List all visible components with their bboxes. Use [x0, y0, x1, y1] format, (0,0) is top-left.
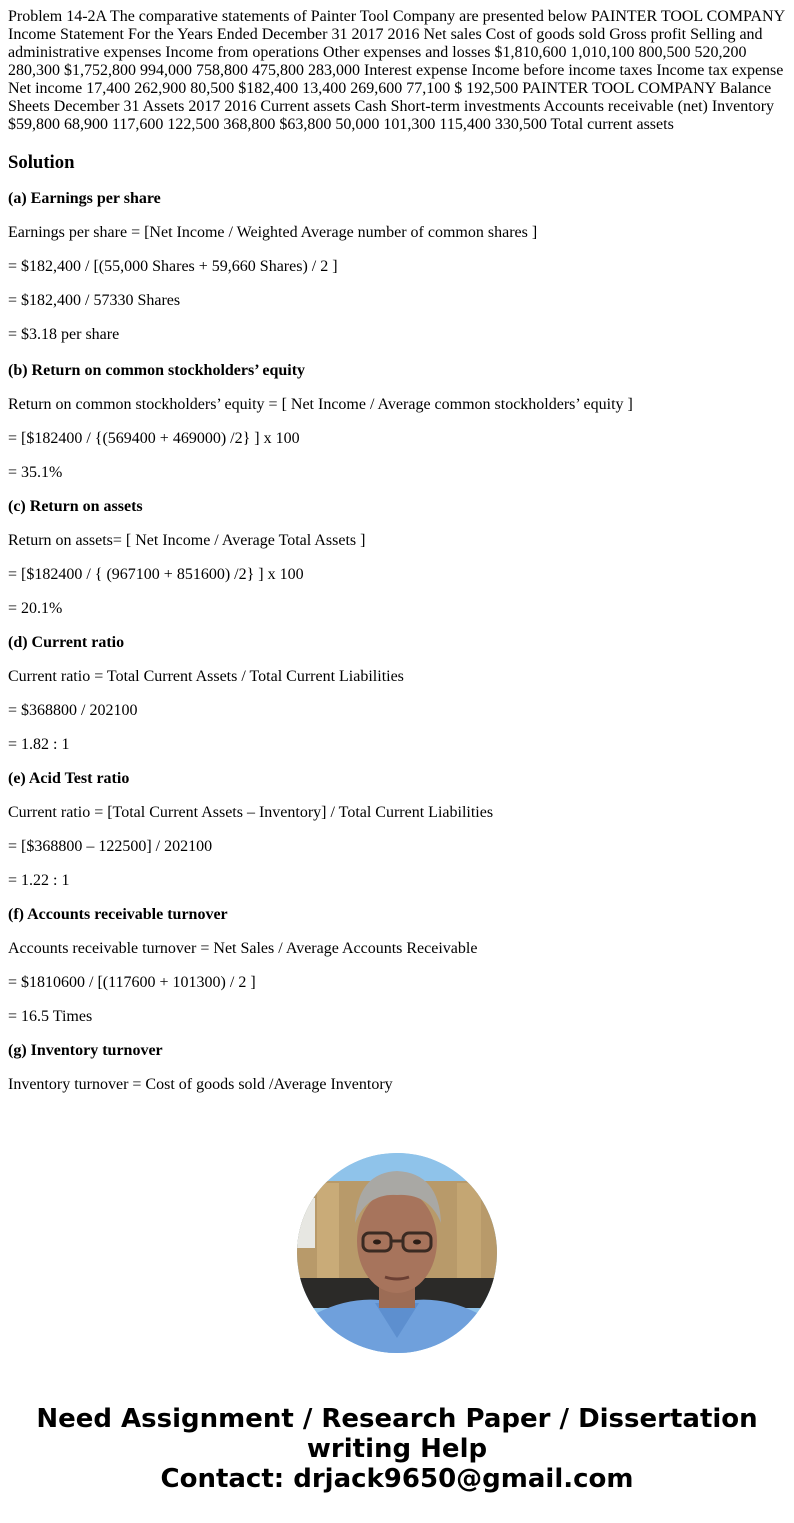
section-title-acid-test: (e) Acid Test ratio — [8, 770, 130, 787]
section-title-eps: (a) Earnings per share — [8, 190, 161, 207]
promo-line-1: Need Assignment / Research Paper / Dissertation — [36, 1404, 758, 1434]
spacer — [8, 344, 788, 362]
formula-result: = $3.18 per share — [8, 326, 120, 343]
formula-line: = [$368800 – 122500] / 202100 — [8, 838, 213, 855]
formula-result: = 1.82 : 1 — [8, 736, 70, 753]
solution-heading: Solution — [8, 152, 75, 173]
promo-banner — [0, 1404, 794, 1494]
problem-statement: Problem 14-2A The comparative statements of Painter Tool Company are presented below PAINTER TOOL COMPANY Income Statement For the Years Ended December 31 2017 2016 Net sales Cost of goods sold Gross profit Selling and administrative expenses Income from operations Other expenses and losses $1,810,600 1,010,100 800,500 520,200 280,300 $1,752,800 994,000 758,800 475,800 283,000 Interest expense Income before income taxes Income tax expense Net income 17,400 262,900 80,500 $182,400 13,400 269,600 77,100 $ 192,500 PAINTER TOOL COMPANY Balance Sheets December 31 Assets 2017 2016 Current assets Cash Short-term investments Accounts receivable (net) Inventory $59,800 68,900 117,600 122,500 368,800 $63,800 50,000 101,300 115,400 330,500 Total current assets — [8, 8, 785, 133]
formula-line: Return on common stockholders’ equity = [ Net Income / Average common stockholders’ equity ] — [8, 396, 633, 413]
document-body — [8, 8, 788, 1094]
promo-contact: Contact: drjack9650@gmail.com — [160, 1464, 634, 1494]
promo-line-2: writing Help — [306, 1434, 488, 1464]
formula-line: = $368800 / 202100 — [8, 702, 138, 719]
formula-line: Accounts receivable turnover = Net Sales / Average Accounts Receivable — [8, 940, 478, 957]
section-title-roe: (b) Return on common stockholders’ equity — [8, 362, 306, 379]
formula-line: Current ratio = [Total Current Assets – Inventory] / Total Current Liabilities — [8, 804, 494, 821]
person-photo-icon — [297, 1153, 497, 1353]
formula-line: Inventory turnover = Cost of goods sold /Average Inventory — [8, 1076, 393, 1093]
author-avatar — [297, 1153, 497, 1353]
formula-line: Return on assets= [ Net Income / Average Total Assets ] — [8, 532, 366, 549]
section-title-inventory-turnover: (g) Inventory turnover — [8, 1042, 163, 1059]
formula-line: Earnings per share = [Net Income / Weighted Average number of common shares ] — [8, 224, 538, 241]
formula-result: = 20.1% — [8, 600, 63, 617]
section-title-current-ratio: (d) Current ratio — [8, 634, 125, 651]
formula-line: = [$182400 / {(569400 + 469000) /2} ] x 100 — [8, 430, 300, 447]
formula-line: = $182,400 / 57330 Shares — [8, 292, 181, 309]
formula-result: = 16.5 Times — [8, 1008, 93, 1025]
formula-result: = 1.22 : 1 — [8, 872, 70, 889]
formula-line: = $1810600 / [(117600 + 101300) / 2 ] — [8, 974, 256, 991]
formula-line: = $182,400 / [(55,000 Shares + 59,660 Shares) / 2 ] — [8, 258, 338, 275]
formula-line: = [$182400 / { (967100 + 851600) /2} ] x 100 — [8, 566, 304, 583]
formula-line: Current ratio = Total Current Assets / Total Current Liabilities — [8, 668, 404, 685]
section-title-roa: (c) Return on assets — [8, 498, 143, 515]
formula-result: = 35.1% — [8, 464, 63, 481]
section-title-ar-turnover: (f) Accounts receivable turnover — [8, 906, 228, 923]
